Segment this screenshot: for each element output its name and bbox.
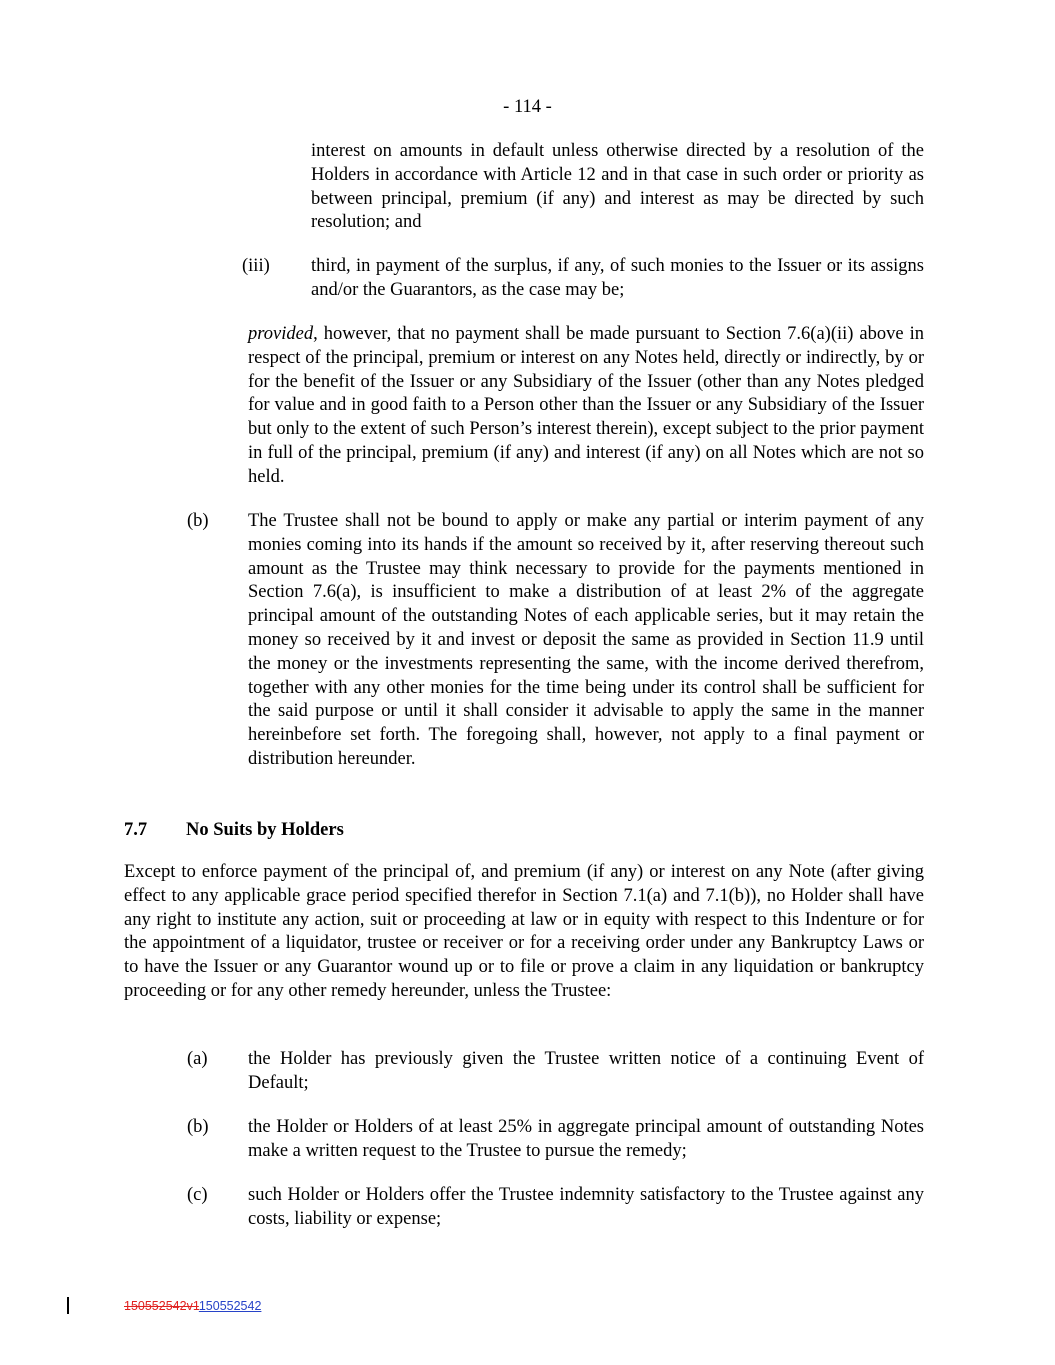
- list-item-b: [187, 1116, 924, 1164]
- proviso-paragraph: [248, 323, 924, 490]
- list-item-label: (iii): [242, 256, 270, 276]
- list-item-a: [187, 1048, 924, 1096]
- list-item-text: such Holder or Holders offer the Trustee indemnity satisfactory to the Trustee against any costs, liability or expense;: [248, 1185, 924, 1229]
- list-item-label: (c): [187, 1185, 208, 1205]
- list-item-text: third, in payment of the surplus, if any, of such monies to the Issuer or its assigns and/or the Guarantors, as the case may be;: [311, 256, 924, 300]
- document-id-footer: [124, 1299, 261, 1313]
- clause-b: [187, 510, 924, 772]
- clause-b-label: (b): [187, 511, 209, 531]
- page-number: - 114 -: [503, 97, 552, 117]
- proviso-lead: provided: [248, 324, 314, 344]
- list-item-label: (a): [187, 1049, 208, 1069]
- list-item-label: (b): [187, 1117, 209, 1137]
- section-intro-paragraph: Except to enforce payment of the principal of, and premium (if any) or interest on any Note (after giving effect to any applicable grace period specified therefor in Section 7.1(a) and 7.1(b)), no Holder shall have any right to institute any action, suit or proceeding at law or in equity with respect to this Indenture or for the appointment of a liquidator, trustee or receiver or for a receiving order under any Bankruptcy Laws or to have the Issuer or any Guarantor wound up or to file or prove a claim in any liquidation or bankruptcy proceeding or for any other remedy hereunder, unless the Trustee:: [124, 862, 924, 1001]
- section-number: 7.7: [124, 820, 148, 840]
- list-item-text: the Holder or Holders of at least 25% in aggregate principal amount of outstanding Notes make a written request to the Trustee to pursue the remedy;: [248, 1117, 924, 1161]
- continuation-paragraph: interest on amounts in default unless otherwise directed by a resolution of the Holders in accordance with Article 12 and in that case in such order or priority as between principal, premium (if any) and interest as may be directed by such resolution; and: [311, 141, 924, 233]
- deleted-document-id: 150552542v1: [124, 1299, 199, 1313]
- list-item-c: [187, 1184, 924, 1232]
- inserted-document-id: 150552542: [198, 1299, 262, 1313]
- proviso-text: , however, that no payment shall be made pursuant to Section 7.6(a)(ii) above in respect of the principal, premium or interest on any Notes held, directly or indirectly, by or for the benefit of the Issuer or any Subsidiary of the Issuer (other than any Notes pledged for value and in good faith to a Person other than the Issuer or any Subsidiary of the Issuer but only to the extent of such Person’s interest therein), except subject to the prior payment in full of the principal, premium (if any) and interest (if any) on all Notes which are not so held.: [248, 324, 924, 487]
- list-item-text: the Holder has previously given the Trustee written notice of a continuing Event of Default;: [248, 1049, 924, 1093]
- list-item-iii: [242, 255, 924, 303]
- clause-b-text: The Trustee shall not be bound to apply or make any partial or interim payment of any monies coming into its hands if the amount so received by it, after reserving thereout such amount as the Trustee may think necessary to provide for the payments mentioned in Section 7.6(a), is insufficient to make a distribution of at least 2% of the aggregate principal amount of the outstanding Notes of each applicable series, but it may retain the money so received by it and invest or deposit the same as provided in Section 11.9 until the money or the investments representing the same, with the income derived therefrom, together with any other monies for the time being under its control shall be sufficient for the said purpose or until it shall consider it advisable to apply the same in the manner hereinbefore set forth. The foregoing shall, however, not apply to a final payment or distribution hereunder.: [248, 511, 924, 769]
- change-bar: [67, 1297, 69, 1314]
- section-title: No Suits by Holders: [186, 820, 344, 840]
